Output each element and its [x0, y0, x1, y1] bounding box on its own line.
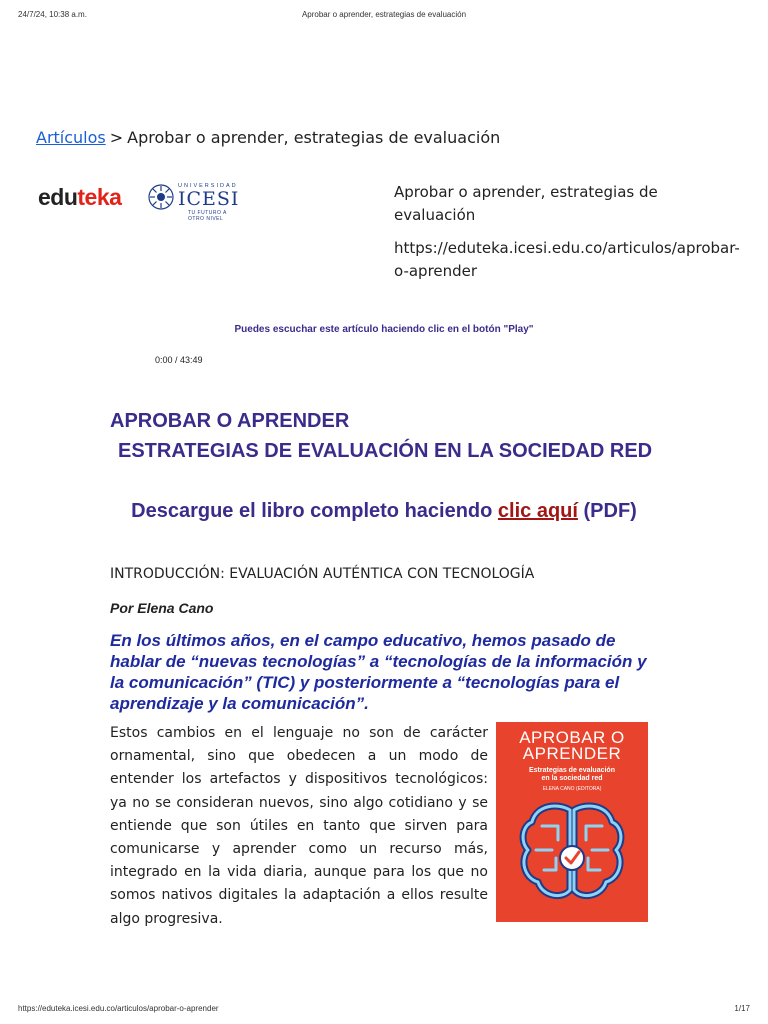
download-pdf-link[interactable]: clic aquí: [497, 500, 578, 522]
cover-subtitle: Estrategias de evaluación en la sociedad red: [529, 767, 615, 782]
title-line-1: APROBAR O APRENDER: [110, 410, 350, 432]
cover-editor: ELENA CANO (EDITORA): [542, 786, 602, 792]
intro-heading: INTRODUCCIÓN: EVALUACIÓN AUTÉNTICA CON TECNOLOGÍA: [110, 566, 535, 582]
print-date: 24/7/24, 10:38 a.m.: [18, 10, 87, 19]
book-cover-image: [496, 722, 648, 922]
breadcrumb: [36, 128, 500, 147]
print-header: [18, 10, 750, 22]
download-text-before: Descargue el libro completo haciendo: [131, 500, 498, 522]
download-line: [0, 500, 768, 523]
lead-paragraph: En los últimos años, en el campo educativo, hemos pasado de hablar de “nuevas tecnologías” a “tecnologías de la información y la comunicación” (TIC) y posteriormente a “tecnologías para el aprendizaje y la comunicación”.: [110, 631, 647, 713]
print-url: https://eduteka.icesi.edu.co/articulos/aprobar-o-aprender: [18, 1004, 219, 1013]
audio-time[interactable]: 0:00 / 43:49: [155, 355, 203, 365]
print-page-number: 1/17: [734, 1004, 750, 1013]
breadcrumb-current: Aprobar o aprender, estrategias de evaluación: [127, 128, 501, 147]
breadcrumb-separator: >: [109, 128, 124, 147]
icesi-seal-icon: [148, 184, 174, 210]
audio-prompt: Puedes escuchar este artículo haciendo clic en el botón "Play": [234, 324, 534, 335]
cover-title-line-1: APROBAR O: [519, 728, 625, 747]
page-title: [110, 406, 652, 466]
download-text-after: (PDF): [577, 500, 637, 522]
logo-tagline: TU FUTURO A OTRO NIVEL: [188, 210, 227, 222]
article-meta: [394, 181, 740, 293]
print-footer: [18, 1004, 750, 1016]
title-line-2: ESTRATEGIAS DE EVALUACIÓN EN LA SOCIEDAD RED: [118, 440, 653, 462]
cover-title-line-2: APRENDER: [522, 744, 622, 763]
meta-url: https://eduteka.icesi.edu.co/articulos/aprobar-o-aprender: [394, 239, 740, 280]
logo-universidad: UNIVERSIDAD: [178, 183, 238, 189]
breadcrumb-link-articulos[interactable]: Artículos: [36, 128, 106, 147]
logo-icesi: ICESI: [178, 188, 240, 210]
brain-circuit-icon: [516, 796, 628, 908]
eduteka-wordmark: eduteka: [38, 184, 122, 210]
meta-title: Aprobar o aprender, estrategias de evaluación: [394, 183, 658, 224]
author-byline: Por Elena Cano: [110, 600, 214, 616]
eduteka-icesi-logo[interactable]: [38, 180, 238, 220]
body-paragraph: Estos cambios en el lenguaje no son de carácter ornamental, sino que obedecen a un modo de entender los artefactos y dispositivos tecnológicos: ya no se consideran nuevos, sino algo cotidiano y se entiende que son útiles en tanto que sirven para comunicarse y aprender como un recurso más, integrado en la vida diaria, aunque para los que no somos nativos digitales la adaptación a ellos resulte algo progresiva.: [110, 725, 488, 927]
print-title: Aprobar o aprender, estrategias de evaluación: [301, 10, 467, 19]
